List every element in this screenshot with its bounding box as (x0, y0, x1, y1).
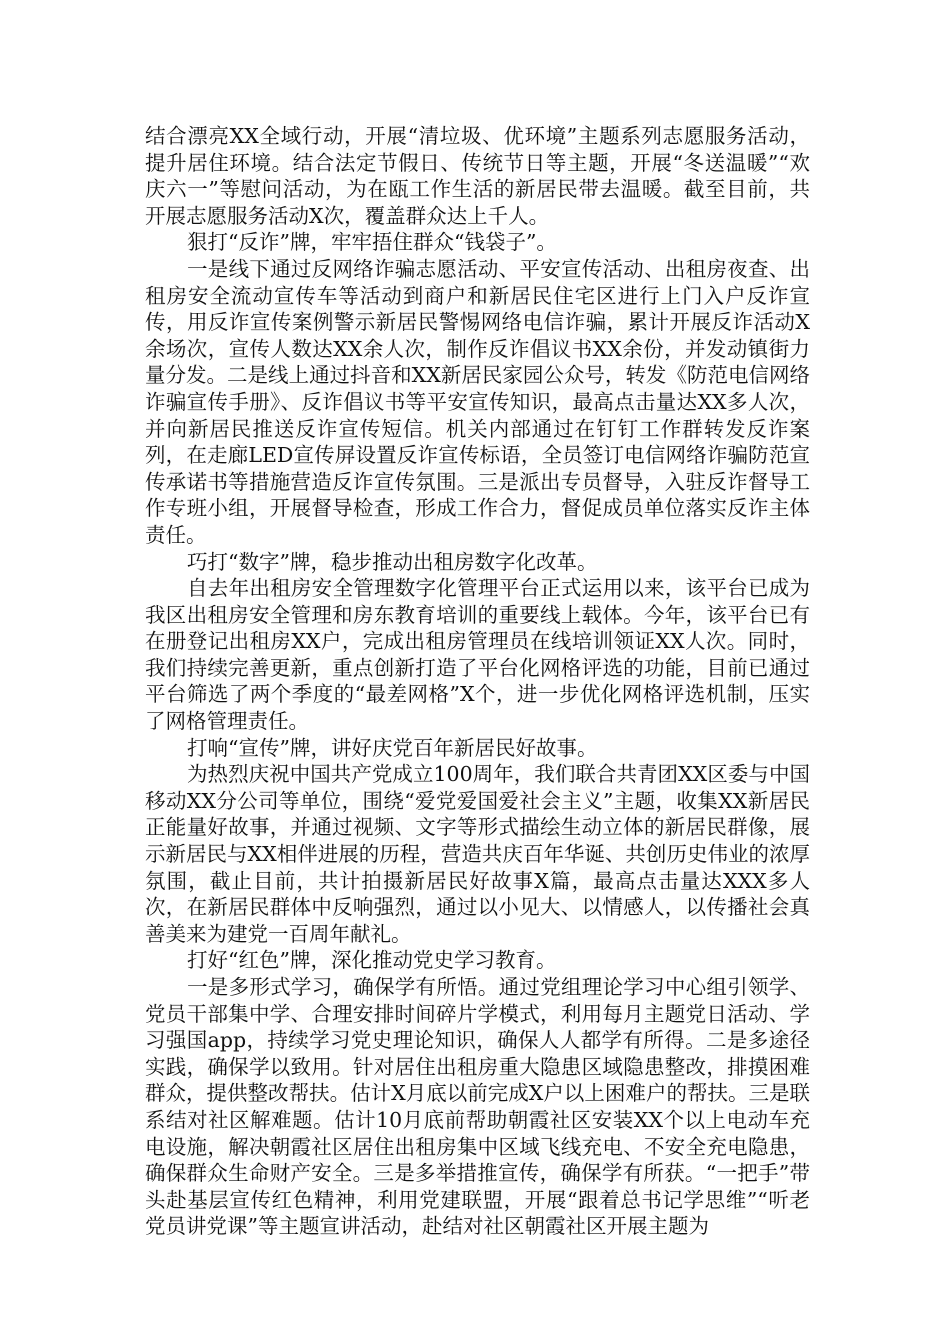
paragraph-anti-fraud: 一是线下通过反网络诈骗志愿活动、平安宣传活动、出租房夜查、出租房安全流动宣传车等活动到商户和新居民住宅区进行上门入户反诈宣传，用反诈宣传案例警示新居民警惕网络电信诈骗，累计开展反诈活动X余场次，宣传人数达XX余人次，制作反诈倡议书XX余份，并发动镇街力量分发。二是线上通过抖音和XX新居民家园公众号，转发《防范电信网络诈骗宣传手册》、反诈倡议书等平安宣传知识，最高点击量达XX多人次，并向新居民推送反诈宣传短信。机关内部通过在钉钉工作群转发反诈案列，在走廊LED宣传屏设置反诈宣传标语，全员签订电信网络诈骗防范宣传承诺书等措施营造反诈宣传氛围。三是派出专员督导，入驻反诈督导工作专班小组，开展督导检查，形成工作合力，督促成员单位落实反诈主体责任。 (145, 256, 810, 547)
paragraph-volunteer-service: 结合漂亮XX全域行动，开展“清垃圾、优环境”主题系列志愿服务活动，提升居住环境。结合法定节假日、传统节日等主题，开展“冬送温暖”“欢庆六一”等慰问活动，为在瓯工作生活的新居民带去温暖。截至目前，共开展志愿服务活动X次，覆盖群众达上千人。 (145, 124, 810, 228)
paragraph-party-history: 一是多形式学习，确保学有所悟。通过党组理论学习中心组引领学、党员干部集中学、合理安排时间碎片学模式，利用每月主题党日活动、学习强国app，持续学习党史理论知识，确保人人都学有所得。二是多途径实践，确保学以致用。针对居住出租房重大隐患区域隐患整改，排摸困难群众，提供整改帮扶。估计X月底以前完成X户以上困难户的帮扶。三是联系结对社区解难题。估计10月底前帮助朝霞社区安装XX个以上电动车充电设施，解决朝霞社区居住出租房集中区域飞线充电、不安全充电隐患，确保群众生命财产安全。三是多举措推宣传，确保学有所获。“一把手”带头赴基层宣传红色精神，利用党建联盟，开展“跟着总书记学思维”“听老党员讲党课”等主题宣讲活动，赴结对社区朝霞社区开展主题为 (145, 975, 810, 1239)
heading-anti-fraud: 狠打“反诈”牌，牢牢捂住群众“钱袋子”。 (187, 230, 557, 255)
document-body (145, 123, 810, 1240)
heading-publicity: 打响“宣传”牌，讲好庆党百年新居民好故事。 (187, 735, 598, 760)
heading-party-history: 打好“红色”牌，深化推动党史学习教育。 (187, 948, 557, 973)
paragraph-digital: 自去年出租房安全管理数字化管理平台正式运用以来，该平台已成为我区出租房安全管理和房东教育培训的重要线上载体。今年，该平台已有在册登记出租房XX户，完成出租房管理员在线培训领证XX人次。同时，我们持续完善更新，重点创新打造了平台化网格评选的功能，目前已通过平台筛选了两个季度的“最差网格”X个，进一步优化网格评选机制，压实了网格管理责任。 (145, 576, 810, 734)
paragraph-publicity: 为热烈庆祝中国共产党成立100周年，我们联合共青团XX区委与中国移动XX分公司等单位，围绕“爱党爱国爱社会主义”主题，收集XX新居民正能量好故事，并通过视频、文字等形式描绘生动立体的新居民群像，展示新居民与XX相伴进展的历程，营造共庆百年华诞、共创历史伟业的浓厚氛围，截止目前，共计拍摄新居民好故事X篇，最高点击量达XXX多人次，在新居民群体中反响强烈，通过以小见大、以情感人，以传播社会真善美来为建党一百周年献礼。 (145, 762, 810, 946)
heading-digital: 巧打“数字”牌，稳步推动出租房数字化改革。 (187, 549, 598, 574)
